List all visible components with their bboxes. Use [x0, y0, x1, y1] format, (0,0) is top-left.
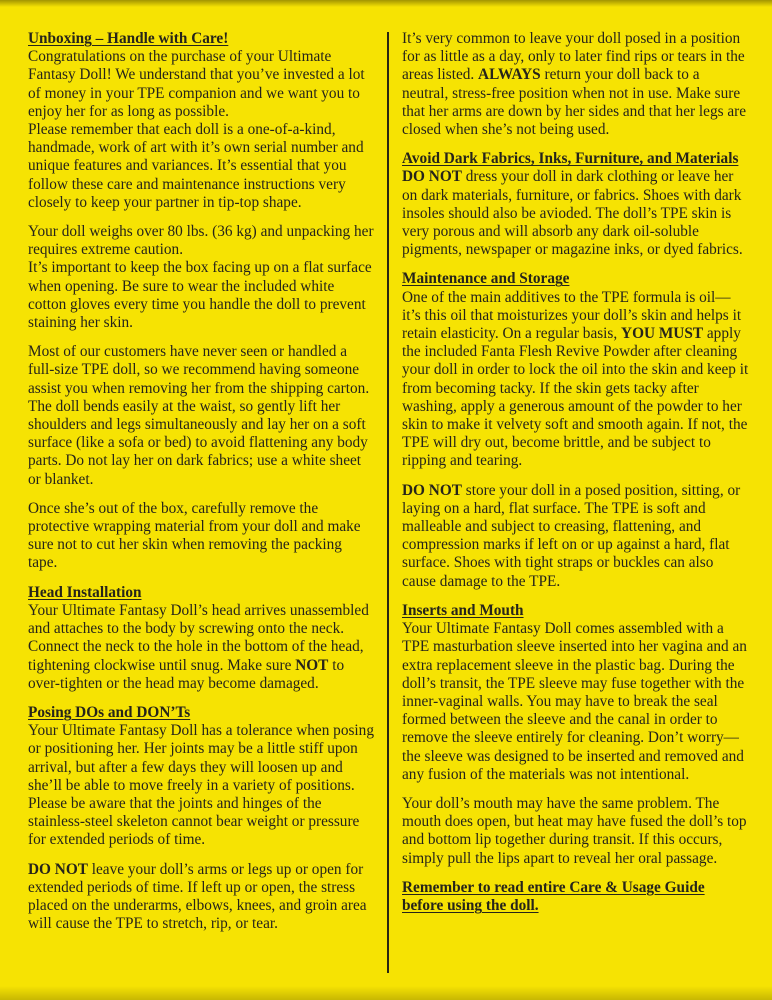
body-text: leave your doll’s arms or legs up or open for extended periods of time. If left up or open, the stress placed on the underarms, elbows, knees, and groin area will cause the TPE to stretch, rip, or tear. — [28, 860, 367, 933]
body-text: One of the main additives to the TPE formula is oil—it’s this oil that moisturizes your doll’s skin and helps it retain elasticity. On a regular basis, — [402, 288, 742, 343]
emphasized-text: DO NOT — [402, 168, 462, 186]
body-text: Your Ultimate Fantasy Doll’s head arrives unassembled and attaches to the body by screwing onto the neck. Connect the neck to the hole in the bottom of the head, tightening clockwise until snug. Make sure — [28, 601, 369, 674]
paragraph — [28, 343, 375, 489]
body-text: It’s important to keep the box facing up on a flat surface when opening. Be sure to wear the included white cotton gloves every time you handle the doll to prevent staining her skin. — [28, 259, 372, 332]
section-heading — [28, 30, 375, 48]
emphasized-text: YOU MUST — [621, 325, 704, 343]
body-text: store your doll in a posed position, sitting, or laying on a hard, flat surface. The TPE is soft and malleable and subject to creasing, flattening, and compression marks if left on or up against a hard, flat surface. Shoes with tight straps or buckles can also cause damage to the TPE. — [402, 481, 741, 590]
body-text: Congratulations on the purchase of your Ultimate Fantasy Doll! We understand that you’ve invested a lot of money in your TPE companion and we want you to enjoy her for as long as possible. — [28, 48, 365, 120]
column-divider — [387, 32, 389, 973]
emphasized-text: DO NOT — [28, 860, 88, 878]
paragraph — [28, 602, 375, 693]
body-text: Maintenance and Storage — [402, 270, 570, 288]
paragraph — [402, 482, 749, 591]
body-text: Posing DOs and DON’Ts — [28, 703, 191, 721]
right-column — [402, 30, 749, 915]
paragraph — [28, 48, 375, 212]
body-text: Please remember that each doll is a one-of-a-kind, handmade, work of art with it’s own serial number and unique features and variances. It’s essential that you follow these care and maintenance instructions very closely to keep your partner in tip-top shape. — [28, 121, 364, 211]
body-text: Inserts and Mouth — [402, 601, 524, 619]
paragraph — [402, 168, 749, 259]
body-text: apply the included Fanta Flesh Revive Powder after cleaning your doll in order to lock the oil into the skin and keep it from becoming tacky. If the skin gets tacky after washing, apply a generous amount of the powder to her skin to make it velvety soft and smooth again. If not, the TPE will dry out, become brittle, and be subject to ripping and tearing. — [402, 325, 749, 470]
body-text: Remember to read entire Care & Usage Guide before using the doll. — [402, 878, 705, 914]
body-text: Most of our customers have never seen or handled a full-size TPE doll, so we recommend having someone assist you when removing her from the shipping carton. The doll bends easily at the waist, so gently lift her shoulders and legs simultaneously and lay her on a soft surface (like a sofa or bed) to avoid flattening any body parts. Do not lay her on dark fabrics; use a white sheet or blanket. — [28, 343, 370, 488]
section-heading — [402, 270, 749, 288]
body-text: Avoid Dark Fabrics, Inks, Furniture, and Materials — [402, 150, 739, 168]
paragraph — [402, 30, 749, 139]
paragraph — [28, 223, 375, 332]
section-heading — [402, 602, 749, 620]
paragraph — [28, 500, 375, 573]
paragraph — [28, 861, 375, 934]
paragraph — [402, 795, 749, 868]
section-heading — [28, 704, 375, 722]
body-text: Head Installation — [28, 583, 142, 601]
body-text: Your doll weighs over 80 lbs. (36 kg) and unpacking her requires extreme caution. — [28, 223, 374, 259]
paragraph — [402, 289, 749, 471]
body-text: Your doll’s mouth may have the same problem. The mouth does open, but heat may have fused the doll’s top and bottom lip together during transit. If this occurs, simply pull the lips apart to reveal her oral passage. — [402, 794, 747, 867]
body-text: Your Ultimate Fantasy Doll comes assembled with a TPE masturbation sleeve inserted into her vagina and an extra replacement sleeve in the plastic bag. During the doll’s transit, the TPE sleeve may fuse together with the inner-vaginal walls. You may have to break the seal formed between the sleeve and the canal in order to remove the sleeve entirely for cleaning. Don’t worry—the sleeve was designed to be inserted and removed and any fusion of the materials was not intentional. — [402, 620, 747, 783]
body-text: return your doll back to a neutral, stress-free position when not in use. Make sure that her arms are down by her sides and that her legs are closed when she’s not being used. — [402, 66, 747, 139]
left-column — [28, 30, 375, 944]
emphasized-text: DO NOT — [402, 481, 462, 499]
body-text: to over-tighten or the head may become damaged. — [28, 656, 345, 692]
paragraph — [402, 620, 749, 784]
body-text: Once she’s out of the box, carefully remove the protective wrapping material from your doll and make sure not to cut her skin when removing the packing tape. — [28, 499, 361, 572]
section-heading — [402, 879, 749, 915]
body-text: dress your doll in dark clothing or leave her on dark materials, furniture, or fabrics. Shoes with dark insoles should also be avioded. The doll’s TPE skin is very porous and will absorb any dark oil-soluble pigments, newspaper or magazine inks, or dyed fabrics. — [402, 168, 743, 259]
section-heading — [402, 150, 749, 168]
body-text: It’s very common to leave your doll posed in a position for as little as a day, only to later find rips or tears in the areas listed. — [402, 30, 745, 84]
body-text: Unboxing – Handle with Care! — [28, 30, 229, 47]
emphasized-text: ALWAYS — [478, 66, 541, 84]
paragraph — [28, 722, 375, 849]
emphasized-text: NOT — [295, 656, 329, 674]
section-heading — [28, 584, 375, 602]
body-text: Your Ultimate Fantasy Doll has a tolerance when posing or positioning her. Her joints may be a little stiff upon arrival, but after a few days they will loosen up and she’ll be able to move freely in a variety of positions. Please be aware that the joints and hinges of the stainless-steel skeleton cannot bear weight or pressure for extended periods of time. — [28, 722, 374, 849]
